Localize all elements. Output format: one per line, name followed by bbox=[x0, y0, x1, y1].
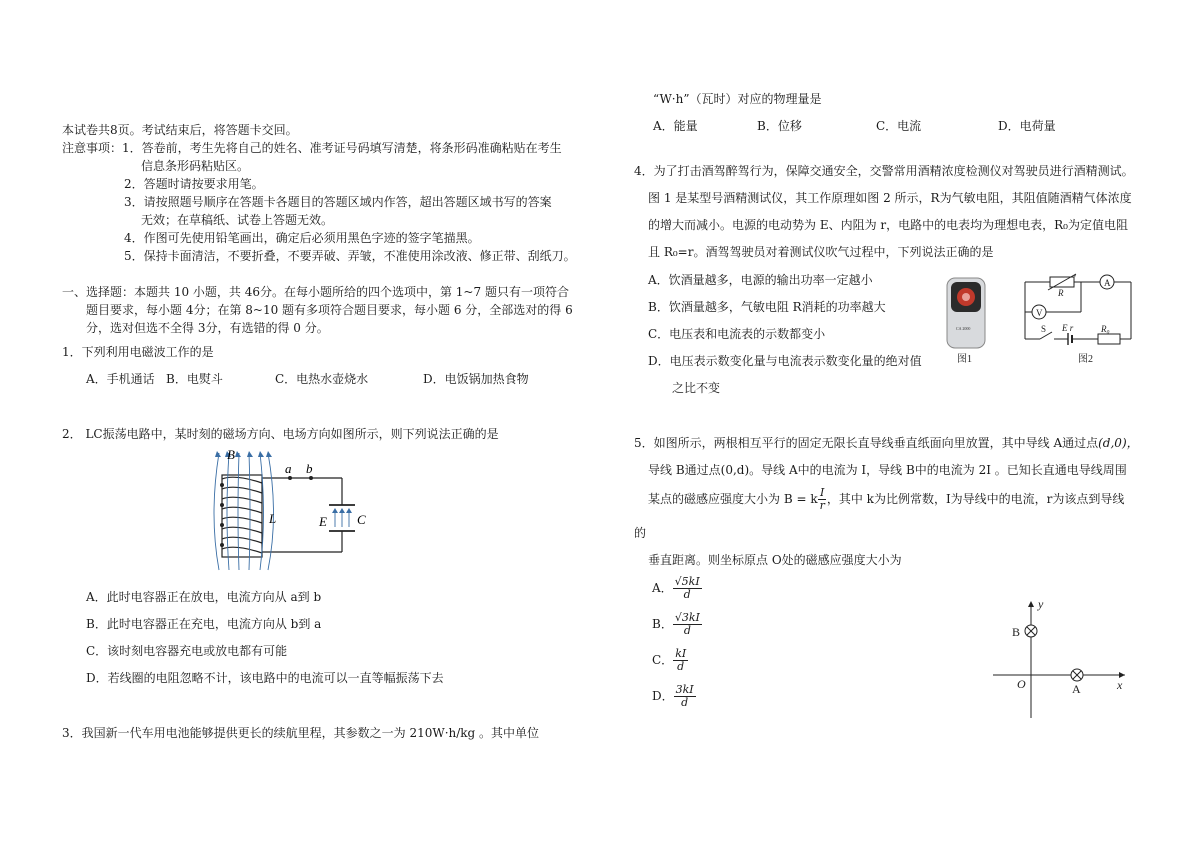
q4-line-3: 的增大而减小。电源的电动势为 E、内阻为 r，电路中的电表均为理想电表，R₀为定值电阻 bbox=[648, 218, 1128, 232]
q5-option-d-num: 3kI bbox=[675, 683, 694, 696]
notes-line-7: 5．保持卡面清洁，不要折叠，不要弄破、弄皱，不准使用涂改液、修正带、刮纸刀。 bbox=[124, 249, 576, 263]
fig-label-field: E bbox=[319, 514, 327, 529]
q5-line-2: 导线 B通过点(0,d)。导线 A中的电流为 I，导线 B中的电流为 2I 。已知长直通电导线周围 bbox=[648, 463, 1127, 477]
alcohol-circuit-figure bbox=[1018, 272, 1138, 367]
notes-line-4: 3．请按照题号顺序在答题卡各题目的答题区域内作答，超出答题区域书写的答案 bbox=[124, 195, 552, 209]
q1-option-a: A．手机通话 bbox=[86, 372, 155, 386]
circuit-label-resistor-r: R bbox=[1058, 288, 1064, 298]
q3-stem: 3．我国新一代车用电池能够提供更长的续航里程，其参数之一为 210W·h/kg 。其中单位 bbox=[62, 726, 540, 740]
coordinate-figure bbox=[985, 595, 1135, 720]
lc-circuit-figure bbox=[205, 445, 385, 575]
q5-line-1 bbox=[634, 436, 1139, 450]
fig-label-a-point: a bbox=[285, 461, 292, 476]
circuit-label-source: E r bbox=[1062, 323, 1074, 333]
q3-option-a: A．能量 bbox=[653, 119, 698, 133]
notes-line-6: 4．作图可先使用铅笔画出，确定后必须用黑色字迹的签字笔描黑。 bbox=[124, 231, 480, 245]
exam-intro: 本试卷共8页。考试结束后，将答题卡交回。 bbox=[62, 123, 298, 137]
q5-line-3 bbox=[648, 487, 1124, 512]
fig1-label: 图1 bbox=[957, 354, 972, 365]
q5-option-d-label: D． bbox=[652, 689, 674, 704]
q3-option-c: C．电流 bbox=[876, 119, 922, 133]
q2-option-c: C．该时刻电容器充电或放电都有可能 bbox=[86, 644, 288, 658]
fig2-label: 图2 bbox=[1078, 354, 1093, 365]
section1-line-3: 分，选对但选不全得 3分，有选错的得 0 分。 bbox=[86, 321, 329, 335]
q5-option-c bbox=[652, 648, 688, 673]
q4-line-1: 4．为了打击酒驾醉驾行为，保障交通安全，交警常用酒精浓度检测仪对驾驶员进行酒精测试。 bbox=[634, 164, 1134, 178]
q5-option-a-label: A． bbox=[652, 581, 673, 596]
q1-option-c: C．电热水壶烧水 bbox=[275, 372, 369, 386]
wire-a-label: A bbox=[1072, 682, 1081, 696]
q5-formula-prefix: 某点的磁感应强度大小为 B = k bbox=[648, 492, 818, 507]
axis-label-y: y bbox=[1038, 597, 1044, 611]
q5-option-d bbox=[652, 684, 696, 709]
q1-stem: 1．下列利用电磁波工作的是 bbox=[62, 345, 214, 359]
q5-formula-fraction bbox=[818, 487, 827, 512]
origin-label: O bbox=[1017, 677, 1026, 691]
notes-line-3: 2．答题时请按要求用笔。 bbox=[124, 177, 264, 191]
notes-line-1: 注意事项：1．答卷前，考生先将自己的姓名、准考证号码填写清楚，将条形码准确粘贴在考生 bbox=[62, 141, 562, 155]
q2-option-d: D．若线圈的电阻忽略不计，该电路中的电流可以一直等幅振荡下去 bbox=[86, 671, 444, 685]
q5-point-a: (d,0)， bbox=[1098, 436, 1139, 450]
circuit-label-voltmeter: V bbox=[1036, 308, 1043, 318]
notes-line-5: 无效；在草稿纸、试卷上答题无效。 bbox=[141, 213, 334, 227]
wire-b-label: B bbox=[1012, 625, 1021, 639]
circuit-label-resistor-r0: R₀ bbox=[1101, 324, 1110, 334]
q5-option-c-num: kI bbox=[675, 647, 687, 660]
fig-label-inductor: L bbox=[269, 511, 277, 526]
q5-option-b-num: √3kI bbox=[674, 611, 700, 624]
q4-line-2: 图 1 是某型号酒精测试仪，其工作原理如图 2 所示，R为气敏电阻，其阻值随酒精气体浓度 bbox=[648, 191, 1132, 205]
q4-line-4: 且 R₀=r。酒驾驾驶员对着测试仪吹气过程中，下列说法正确的是 bbox=[648, 245, 994, 259]
axis-label-x: x bbox=[1117, 678, 1123, 692]
section1-line-2: 题目要求，每小题 4分；在第 8~10 题有多项符合题目要求，每小题 6 分，全部选对的得 6 bbox=[86, 303, 573, 317]
q3-option-d: D．电荷量 bbox=[998, 119, 1056, 133]
q5-option-a bbox=[652, 576, 702, 601]
q4-option-d: D．电压表示数变化量与电流表示数变化量的绝对值 bbox=[648, 354, 922, 368]
q5-formula-suffix: ，其中 k为比例常数，I为导线中的电流，r为该点到导线 bbox=[826, 492, 1125, 507]
q2-option-a: A．此时电容器正在放电，电流方向从 a到 b bbox=[86, 590, 322, 604]
circuit-label-ammeter: A bbox=[1104, 278, 1111, 288]
q5-option-a-den: d bbox=[683, 588, 691, 602]
q5-line-5: 垂直距离。则坐标原点 O处的磁感应强度大小为 bbox=[648, 553, 902, 567]
q5-option-c-den: d bbox=[677, 660, 685, 674]
q5-option-a-num: √5kI bbox=[674, 575, 700, 588]
q5-option-d-den: d bbox=[681, 696, 689, 710]
q2-option-b: B．此时电容器正在充电，电流方向从 b到 a bbox=[86, 617, 322, 631]
section1-line-1: 一、选择题：本题共 10 小题，共 46分。在每小题所给的四个选项中，第 1~7 题只有一项符合 bbox=[62, 285, 569, 299]
q3-option-b: B．位移 bbox=[757, 119, 802, 133]
fig-label-b: B bbox=[227, 447, 235, 462]
q5-line-4: 的 bbox=[634, 526, 647, 540]
q4-option-c: C．电压表和电流表的示数都变小 bbox=[648, 327, 826, 341]
device-model-text: CA 2000 bbox=[956, 326, 971, 331]
q5-formula-num: I bbox=[820, 486, 825, 499]
q5-formula-den: r bbox=[819, 499, 825, 513]
q4-option-a: A．饮酒量越多，电源的输出功率一定越小 bbox=[648, 273, 873, 287]
q4-option-b: B．饮酒量越多，气敏电阻 R消耗的功率越大 bbox=[648, 300, 886, 314]
q1-option-d: D．电饭锅加热食物 bbox=[423, 372, 529, 386]
q5-line-1-text: 5．如图所示，两根相互平行的固定无限长直导线垂直纸面向里放置，其中导线 A通过点 bbox=[634, 436, 1099, 450]
q5-option-c-label: C． bbox=[652, 653, 674, 668]
q5-option-b bbox=[652, 612, 702, 637]
q2-stem: 2． LC振荡电路中，某时刻的磁场方向、电场方向如图所示，则下列说法正确的是 bbox=[62, 427, 499, 441]
q5-option-b-den: d bbox=[683, 624, 691, 638]
q5-option-b-label: B． bbox=[652, 617, 673, 632]
fig-label-b-point: b bbox=[306, 461, 313, 476]
notes-line-2: 信息条形码粘贴区。 bbox=[141, 159, 250, 173]
fig-label-capacitor: C bbox=[357, 512, 366, 527]
breathalyzer-figure bbox=[935, 272, 997, 367]
q3-continuation: “W·h”（瓦时）对应的物理量是 bbox=[653, 92, 822, 106]
circuit-label-switch: S bbox=[1041, 324, 1047, 334]
q4-option-d-cont: 之比不变 bbox=[672, 381, 721, 395]
q1-option-b: B．电熨斗 bbox=[166, 372, 223, 386]
